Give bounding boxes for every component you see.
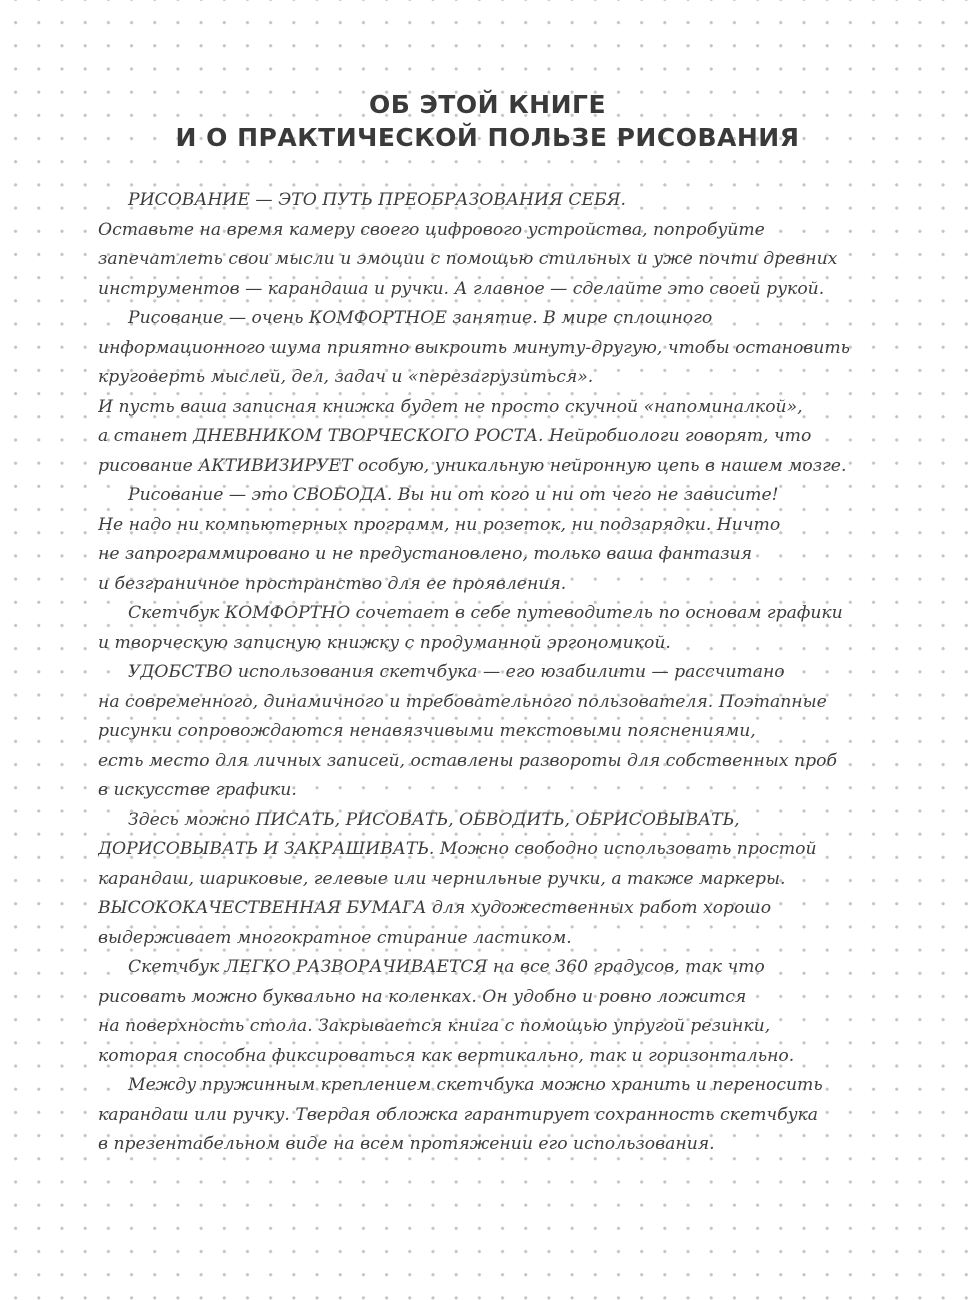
text-line: ДОРИСОВЫВАТЬ И ЗАКРАШИВАТЬ. Можно свободно использовать простой — [98, 839, 817, 859]
text-line: в искусстве графики. — [98, 780, 297, 800]
text-line: Рисование — это СВОБОДА. Вы ни от кого и ни от чего не зависите! — [128, 485, 779, 505]
text-line: РИСОВАНИЕ — ЭТО ПУТЬ ПРЕОБРАЗОВАНИЯ СЕБЯ. — [128, 190, 627, 210]
text-line: а станет ДНЕВНИКОМ ТВОРЧЕСКОГО РОСТА. Нейробиологи говорят, что — [98, 426, 812, 446]
text-line: запечатлеть свои мысли и эмоции с помощью стильных и уже почти древних — [98, 249, 838, 269]
page-title — [60, 88, 915, 154]
text-line: Здесь можно ПИСАТЬ, РИСОВАТЬ, ОБВОДИТЬ, ОБРИСОВЫВАТЬ, — [128, 809, 740, 830]
text-line: Скетчбук КОМФОРТНО сочетает в себе путеводитель по основам графики — [128, 603, 843, 623]
text-line: рисование АКТИВИЗИРУЕТ особую, уникальную нейронную цепь в нашем мозге. — [98, 455, 847, 476]
title-line-1: ОБ ЭТОЙ КНИГЕ — [368, 90, 607, 119]
body-text — [98, 186, 888, 1160]
text-line: инструментов — карандаша и ручки. А главное — сделайте это своей рукой. — [98, 278, 825, 299]
text-line: на поверхность стола. Закрывается книга с помощью упругой резинки, — [98, 1016, 771, 1036]
text-line: и безграничное пространство для ее проявления. — [98, 573, 567, 594]
text-line: на современного, динамичного и требовательного пользователя. Поэтапные — [98, 691, 827, 712]
text-line: информационного шума приятно выкроить минуту-другую, чтобы остановить — [98, 337, 851, 358]
text-line: которая способна фиксироваться как вертикально, так и горизонтально. — [98, 1045, 795, 1066]
text-line: карандаш или ручку. Твердая обложка гарантирует сохранность скетчбука — [98, 1104, 819, 1125]
text-line: и творческую записную книжку с продуманной эргономикой. — [98, 632, 671, 653]
text-line: УДОБСТВО использования скетчбука — его юзабилити — рассчитано — [128, 662, 785, 682]
text-line: Между пружинным креплением скетчбука можно хранить и переносить — [128, 1075, 823, 1095]
text-line: карандаш, шариковые, гелевые или чернильные ручки, а также маркеры. — [98, 868, 786, 889]
text-line: И пусть ваша записная книжка будет не просто скучной «напоминалкой», — [98, 396, 803, 417]
text-line: выдерживает многократное стирание ластиком. — [98, 927, 572, 948]
text-line: Скетчбук ЛЕГКО РАЗВОРАЧИВАЕТСЯ на все 360 градусов, так что — [128, 957, 765, 977]
text-line: Не надо ни компьютерных программ, ни розеток, ни подзарядки. Ничто — [98, 514, 781, 535]
title-line-2: И О ПРАКТИЧЕСКОЙ ПОЛЬЗЕ РИСОВАНИЯ — [175, 123, 800, 152]
text-line: Рисование — очень КОМФОРТНОЕ занятие. В мире сплошного — [128, 308, 713, 328]
text-line: есть место для личных записей, оставлены развороты для собственных проб — [98, 750, 837, 771]
text-line: рисунки сопровождаются ненавязчивыми текстовыми пояснениями, — [98, 721, 756, 741]
text-line: в презентабельном виде на всем протяжении его использования. — [98, 1134, 715, 1154]
text-line: круговерть мыслей, дел, задач и «перезагрузиться». — [98, 367, 594, 387]
text-line: Оставьте на время камеру своего цифрового устройства, попробуйте — [98, 219, 765, 240]
text-line: рисовать можно буквально на коленках. Он удобно и ровно ложится — [98, 986, 747, 1007]
text-line: не запрограммировано и не предустановлено, только ваша фантазия — [98, 544, 753, 564]
text-line: ВЫСОКОКАЧЕСТВЕННАЯ БУМАГА для художественных работ хорошо — [98, 898, 772, 918]
